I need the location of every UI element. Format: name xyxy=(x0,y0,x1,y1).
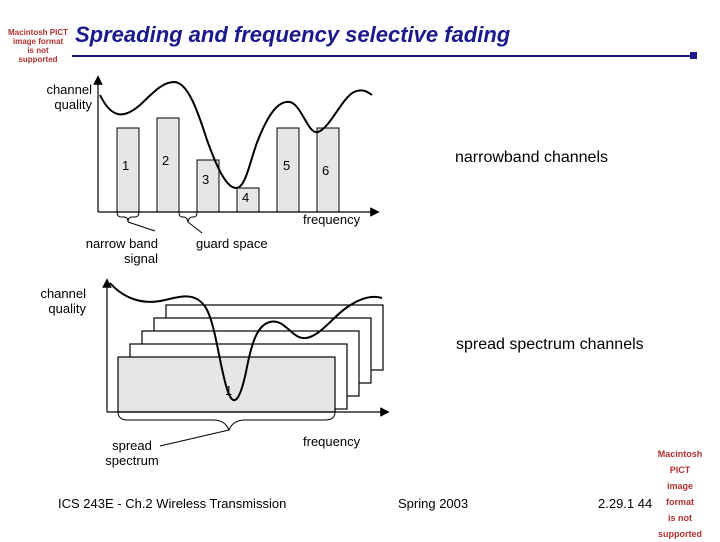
ss-spectrum-label-line1: spread xyxy=(112,438,152,453)
pict-bottom-line-3: is not supported xyxy=(658,513,702,539)
nb-y-label-line2: quality xyxy=(54,97,92,112)
ss-y-label-line2: quality xyxy=(48,301,86,316)
pict-bottom-line-2: image format xyxy=(665,481,694,507)
nb-callout: narrowband channels xyxy=(455,149,608,166)
nb-x-axis-label: frequency xyxy=(303,212,361,227)
pict-placeholder-bottom xyxy=(652,446,708,542)
ss-spectrum-label xyxy=(92,438,172,468)
nb-signal-brace xyxy=(117,212,139,222)
channel-number-6: 6 xyxy=(322,163,330,178)
ss-spectrum-brace xyxy=(118,412,335,430)
nb-guard-leader xyxy=(188,222,202,233)
pict-line-3: is not supported xyxy=(18,46,58,64)
channel-number-1: 1 xyxy=(122,158,130,173)
nb-signal-label-line1: narrow band xyxy=(85,236,158,251)
nb-signal-leader xyxy=(128,222,155,231)
pict-bottom-line-1: Macintosh PICT xyxy=(657,449,703,475)
ss-y-label-line1: channel xyxy=(40,286,86,301)
nb-guard-label: guard space xyxy=(196,236,268,251)
channel-number-2: 2 xyxy=(162,153,170,168)
slide-title: Spreading and frequency selective fading xyxy=(75,22,511,47)
channel-number-3: 3 xyxy=(202,172,210,187)
pict-line-1: Macintosh PICT xyxy=(8,28,69,37)
pict-line-2: image format xyxy=(12,37,64,46)
nb-signal-label-line2: signal xyxy=(124,251,158,266)
nb-guard-brace xyxy=(179,212,197,222)
nb-y-axis-label xyxy=(20,82,92,112)
footer-page: 2.29.1 44 xyxy=(598,496,653,511)
channel-number-5: 5 xyxy=(283,158,291,173)
channel-number-4: 4 xyxy=(242,190,250,205)
nb-y-label-line1: channel xyxy=(46,82,92,97)
ss-spectrum-label-line2: spectrum xyxy=(105,453,159,468)
ss-x-axis-label: frequency xyxy=(303,434,361,449)
ss-callout: spread spectrum channels xyxy=(456,336,644,353)
footer-course: ICS 243E - Ch.2 Wireless Transmission xyxy=(58,496,287,511)
ss-channel-number: 1 xyxy=(225,383,233,398)
footer-term: Spring 2003 xyxy=(398,496,469,511)
nb-signal-label xyxy=(68,236,158,266)
ss-y-axis-label xyxy=(14,286,86,316)
